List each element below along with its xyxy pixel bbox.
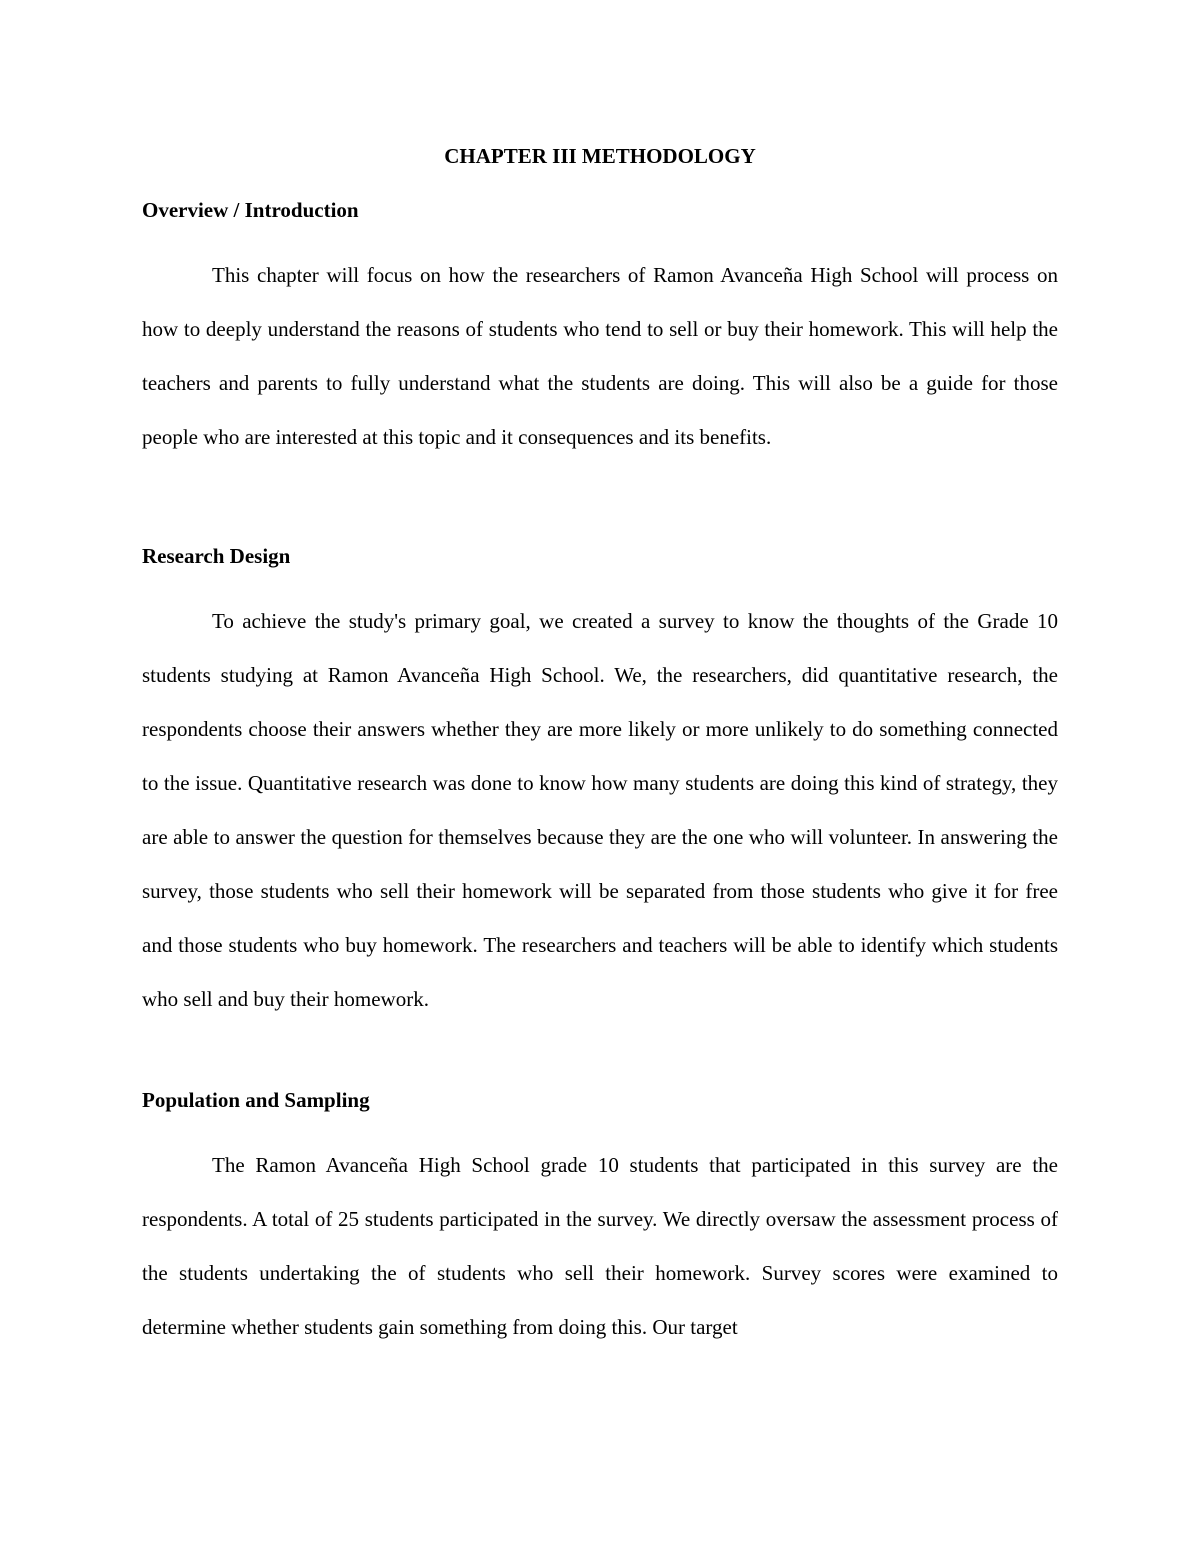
section-paragraph-research-design: To achieve the study's primary goal, we created a survey to know the thoughts of the Grade 10 students studying at Ramon Avanceña High School. We, the researchers, did quantitative research, the respondents choose their answers whether they are more likely or more unlikely to do something connected to the issue. Quantitative research was done to know how many students are doing this kind of strategy, they are able to answer the question for themselves because they are the one who will volunteer. In answering the survey, those students who sell their homework will be separated from those students who give it for free and those students who buy homework. The researchers and teachers will be able to identify which students who sell and buy their homework. (142, 609, 1058, 1011)
section-heading-research-design: Research Design (142, 544, 291, 568)
section-paragraph-overview: This chapter will focus on how the researchers of Ramon Avanceña High School will process on how to deeply understand the reasons of students who tend to sell or buy their homework. This will help the teachers and parents to fully understand what the students are doing. This will also be a guide for those people who are interested at this topic and it consequences and its benefits. (142, 263, 1058, 449)
section-heading-overview: Overview / Introduction (142, 198, 359, 222)
section-paragraph-population-sampling: The Ramon Avanceña High School grade 10 students that participated in this survey are the respondents. A total of 25 students participated in the survey. We directly oversaw the assessment process of the students undertaking the of students who sell their homework. Survey scores were examined to determine whether students gain something from doing this. Our target (142, 1153, 1058, 1339)
section-heading-population-sampling: Population and Sampling (142, 1088, 370, 1112)
document-body (142, 140, 1058, 1354)
chapter-title: CHAPTER III METHODOLOGY (444, 144, 756, 168)
section-spacer (142, 464, 1058, 540)
section-spacer (142, 1026, 1058, 1084)
